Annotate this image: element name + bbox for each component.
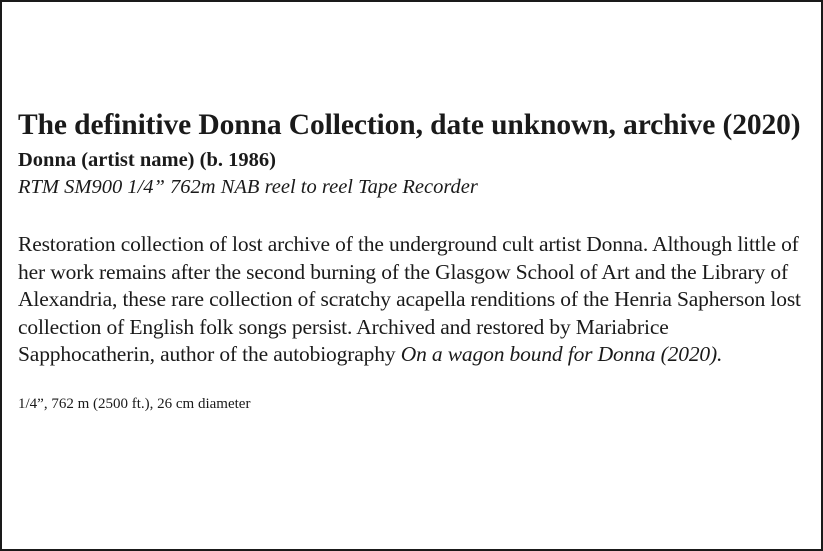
description-text: Restoration collection of lost archive of the underground cult artist Donna. Although little of her work remains after the second burning of the Glasgow School of Art and the Library of Alexandria, these rare collection of scratchy acapella renditions of the Henria Sapherson lost collection of English folk songs persist. Archived and restored by Mariabrice Sapphocatherin, author of the autobiography bbox=[18, 232, 801, 366]
artwork-description bbox=[18, 231, 810, 369]
artwork-medium: RTM SM900 1/4” 762m NAB reel to reel Tape Recorder bbox=[18, 176, 478, 198]
artwork-dimensions: 1/4”, 762 m (2500 ft.), 26 cm diameter bbox=[18, 395, 251, 412]
book-title: On a wagon bound for Donna (2020). bbox=[400, 342, 723, 366]
artwork-title: The definitive Donna Collection, date unknown, archive (2020) bbox=[18, 109, 801, 141]
artist-name: Donna (artist name) (b. 1986) bbox=[18, 149, 276, 171]
